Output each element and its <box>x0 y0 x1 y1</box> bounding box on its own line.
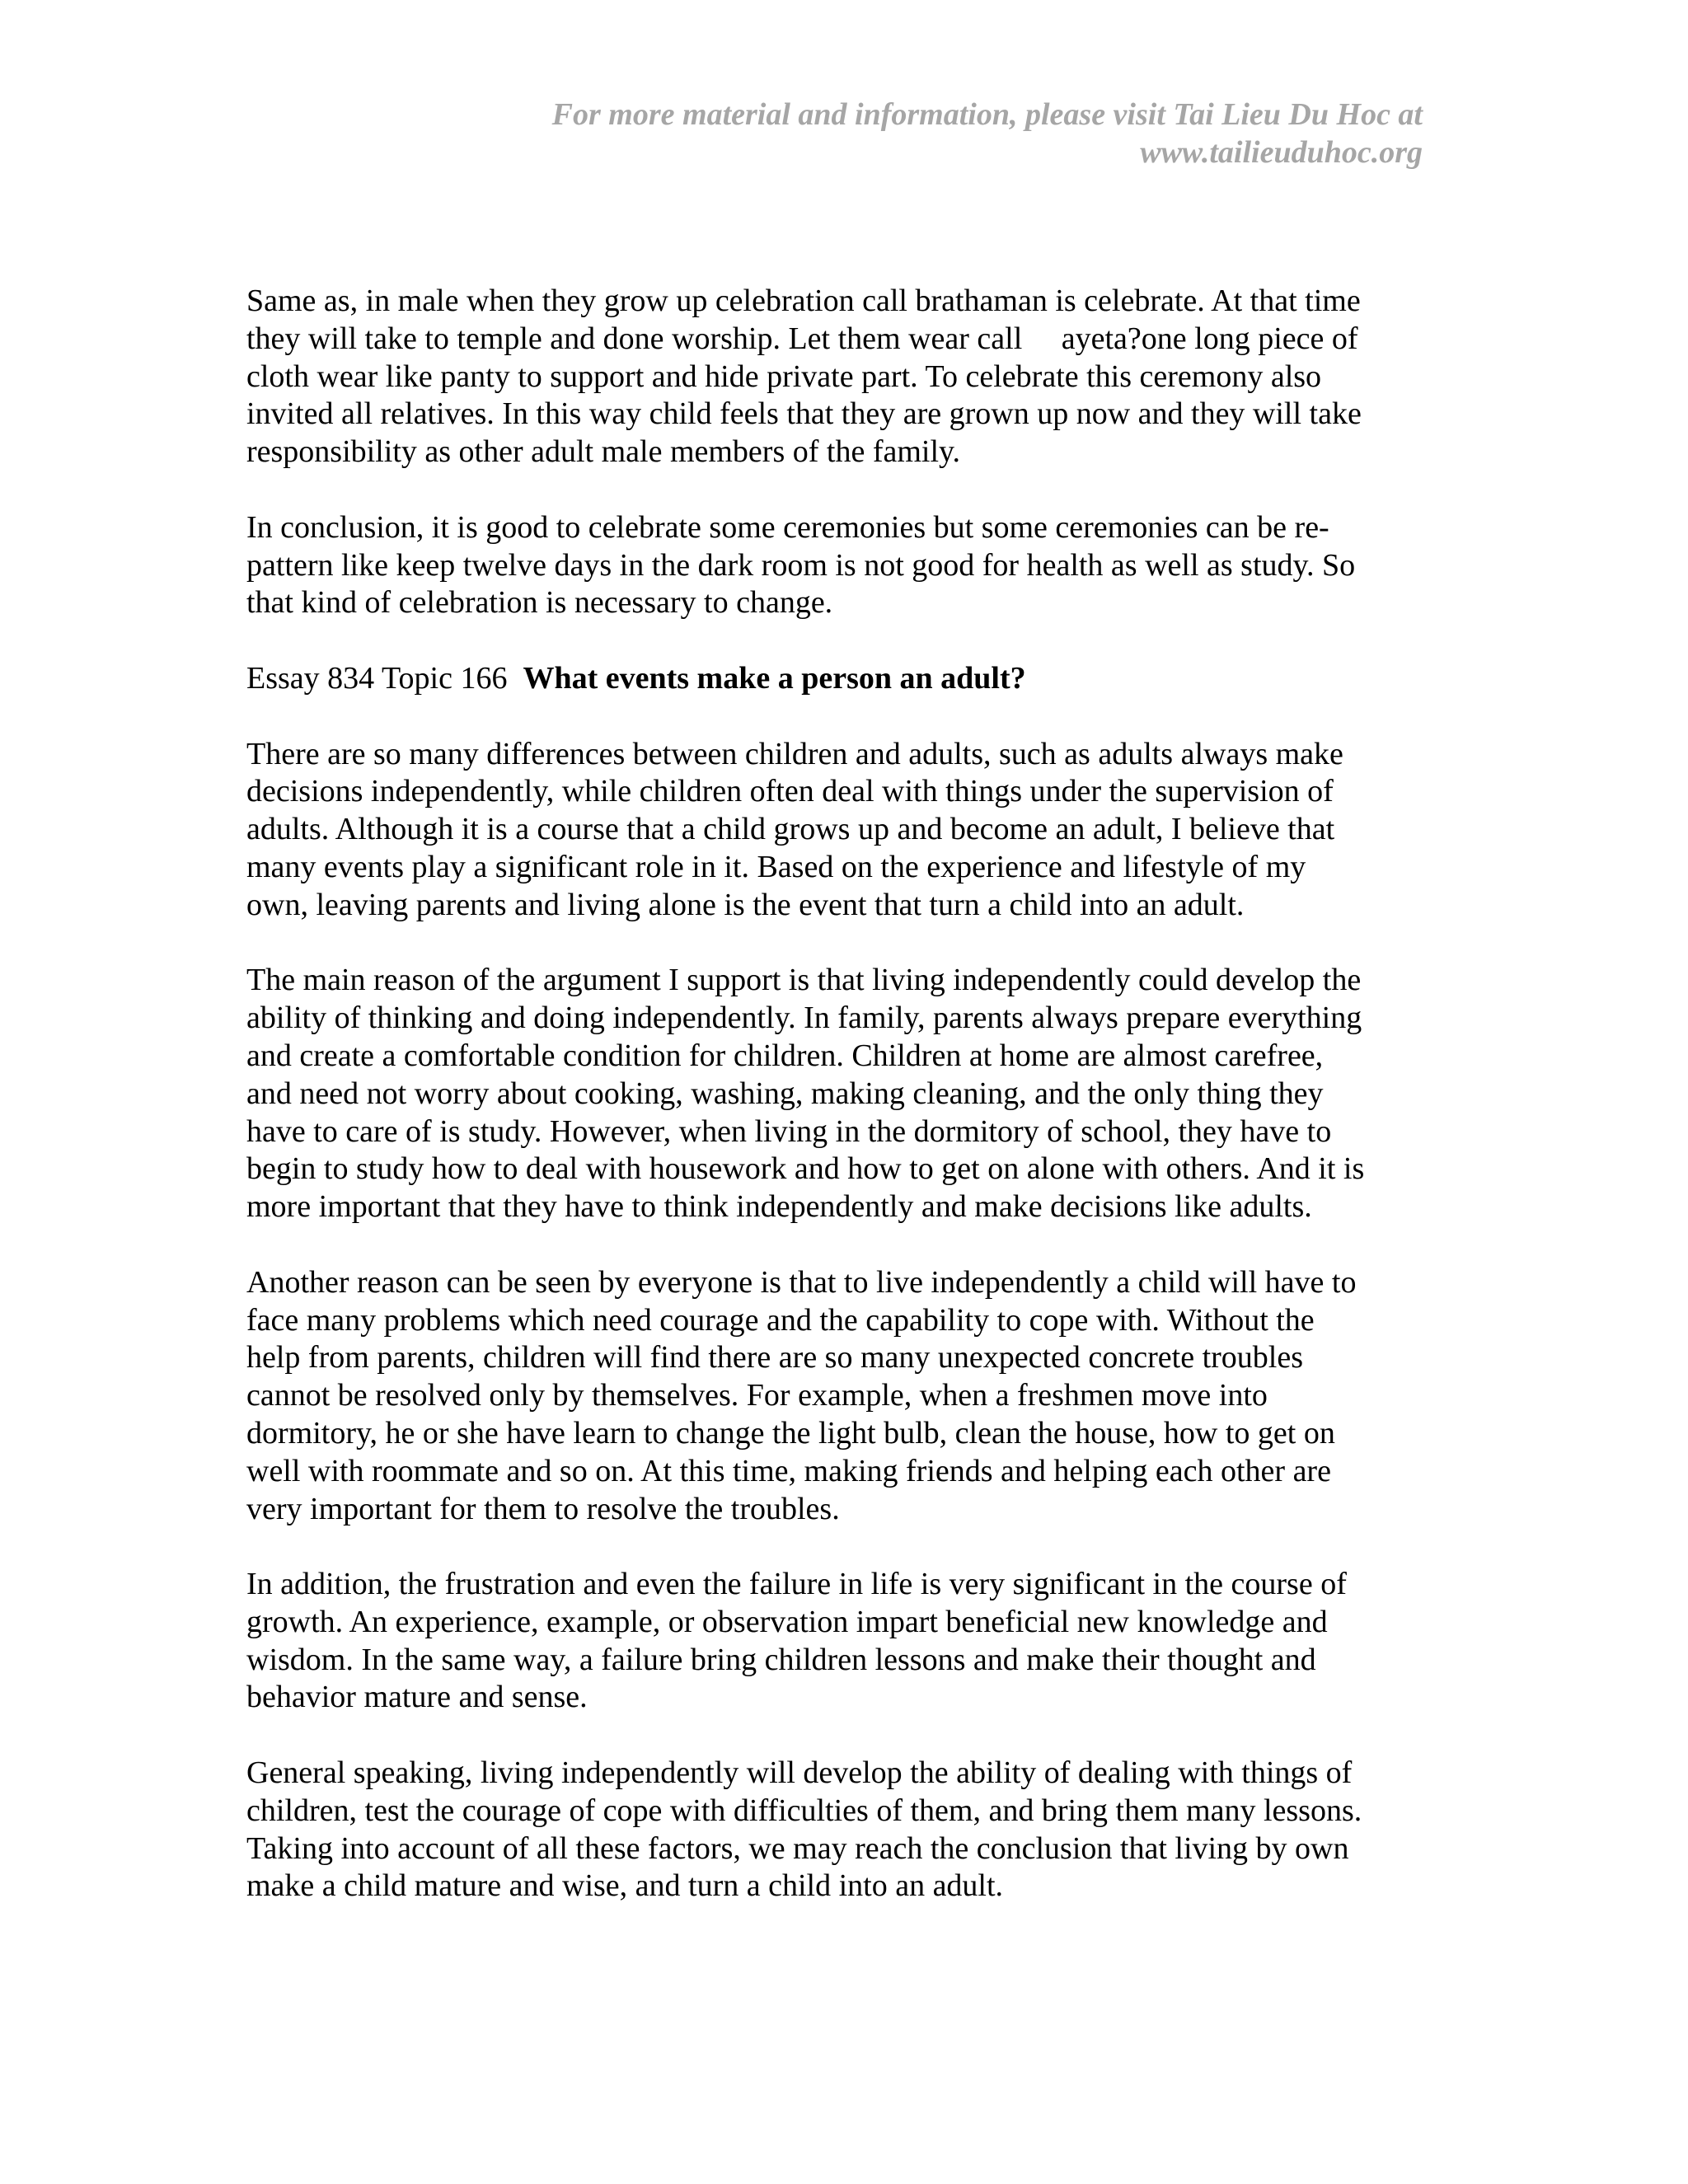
text-line: own, leaving parents and living alone is the event that turn a child into an adult. <box>246 887 1245 922</box>
text-line: help from parents, children will find there are so many unexpected concrete troubles <box>246 1340 1304 1376</box>
text-line: General speaking, living independently will develop the ability of dealing with things of <box>246 1755 1353 1791</box>
text-line: many events play a significant role in it. Based on the experience and lifestyle of my <box>246 849 1306 884</box>
text-line: dormitory, he or she have learn to change the light bulb, clean the house, how to get on <box>246 1415 1335 1451</box>
text-line: behavior mature and sense. <box>246 1680 588 1715</box>
essay-title: What events make a person an adult? <box>523 660 1026 696</box>
text-line: make a child mature and wise, and turn a child into an adult. <box>246 1868 1004 1904</box>
text-line: decisions independently, while children often deal with things under the supervision of <box>246 774 1334 809</box>
text-line: Same as, in male when they grow up celebration call brathaman is celebrate. At that time <box>246 284 1361 318</box>
text-line: face many problems which need courage and the capability to cope with. Without the <box>246 1302 1315 1338</box>
essay-paragraph-intro <box>246 736 1442 925</box>
text-line: begin to study how to deal with housework and how to get on alone with others. And it is <box>246 1151 1365 1187</box>
text-line: very important for them to resolve the troubles. <box>246 1491 840 1526</box>
essay-paragraph-main-reason <box>246 962 1442 1226</box>
text-line: There are so many differences between children and adults, such as adults always make <box>246 736 1343 771</box>
text-line: The main reason of the argument I support is that living independently could develop the <box>246 963 1362 998</box>
text-line: children, test the courage of cope with difficulties of them, and bring them many lessons. <box>246 1793 1362 1828</box>
text-line: wisdom. In the same way, a failure bring children lessons and make their thought and <box>246 1642 1316 1677</box>
text-line: pattern like keep twelve days in the dark room is not good for health as well as study. So <box>246 547 1356 583</box>
document-body <box>246 283 1442 1943</box>
text-line: more important that they have to think independently and make decisions like adults. <box>246 1189 1312 1225</box>
text-line: have to care of is study. However, when living in the dormitory of school, they have to <box>246 1113 1332 1149</box>
header-line-1: For more material and information, please visit Tai Lieu Du Hoc at <box>551 97 1423 132</box>
text-line: ability of thinking and doing independently. In family, parents always prepare everything <box>246 1001 1362 1036</box>
text-line: that kind of celebration is necessary to change. <box>246 585 833 621</box>
essay-label: Essay 834 Topic 166 <box>246 660 523 696</box>
text-line: well with roommate and so on. At this time, making friends and helping each other are <box>246 1453 1331 1488</box>
text-line: and create a comfortable condition for children. Children at home are almost carefree, <box>246 1038 1324 1073</box>
essay-paragraph-addition <box>246 1566 1442 1717</box>
paragraph-conclusion <box>246 509 1442 622</box>
text-line: Taking into account of all these factors, we may reach the conclusion that living by own <box>246 1830 1349 1866</box>
text-line: growth. An experience, example, or observation impart beneficial new knowledge and <box>246 1604 1328 1639</box>
text-line: adults. Although it is a course that a child grows up and become an adult, I believe that <box>246 812 1335 847</box>
essay-paragraph-conclusion <box>246 1755 1442 1905</box>
text-line: invited all relatives. In this way child feels that they are grown up now and they will take <box>246 396 1362 432</box>
essay-paragraph-another-reason <box>246 1264 1442 1529</box>
header-line-2: www.tailieuduhoc.org <box>1140 135 1423 170</box>
text-line: Another reason can be seen by everyone is that to live independently a child will have to <box>246 1264 1357 1300</box>
page-header <box>351 96 1423 171</box>
text-line: and need not worry about cooking, washing, making cleaning, and the only thing they <box>246 1076 1324 1111</box>
text-line: In conclusion, it is good to celebrate some ceremonies but some ceremonies can be re- <box>246 509 1329 545</box>
essay-heading <box>246 660 1442 698</box>
text-line: they will take to temple and done worship. Let them wear call ayeta?one long piece of <box>246 321 1358 356</box>
text-line: responsibility as other adult male members of the family. <box>246 434 961 470</box>
paragraph-male-ceremony <box>246 283 1442 471</box>
text-line: cannot be resolved only by themselves. For example, when a freshmen move into <box>246 1378 1268 1413</box>
text-line: cloth wear like panty to support and hide private part. To celebrate this ceremony also <box>246 359 1322 394</box>
text-line: In addition, the frustration and even the failure in life is very significant in the course of <box>246 1567 1347 1602</box>
